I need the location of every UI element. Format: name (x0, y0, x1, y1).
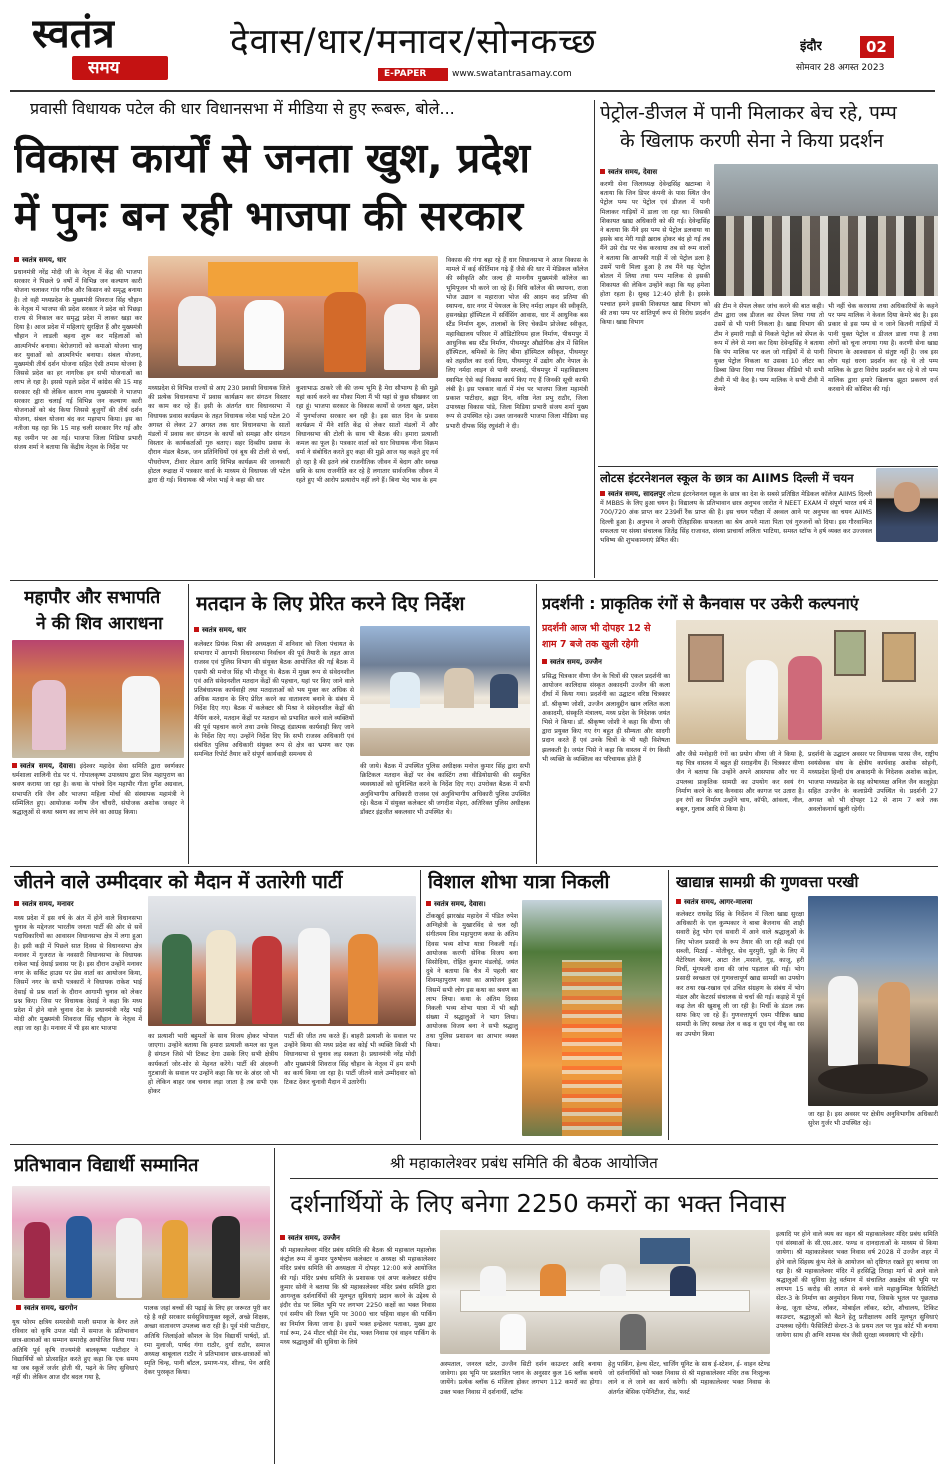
lead-headline-line1: विकास कार्यों से जनता खुश, प्रदेश (14, 134, 530, 182)
mahapaur-headline-line1: महापौर और सभापति (24, 588, 161, 608)
petrol-byline: स्वतंत्र समय, देवास (600, 168, 657, 177)
pratibha-byline: स्वतंत्र समय, खरगोन (16, 1304, 77, 1313)
pradarshani-sub-line2: शाम 7 बजे तक खुली रहेगी (542, 639, 639, 650)
photo-crowd (714, 216, 938, 296)
pradarshani-photo (676, 620, 938, 744)
jeetne-headline: जीतने वाले उम्मीदवार को मैदान में उतारेगी पार्टी (14, 871, 343, 893)
section-rule (10, 580, 938, 581)
photo-road (562, 960, 622, 1136)
photo-person (252, 936, 282, 1024)
photo-person (348, 934, 378, 1024)
column-divider (536, 584, 537, 864)
pradarshani-col3: प्रदर्शनी के उद्घाटन अवसर पर विधायक पारस जैन, राष्ट्रीय स्वयंसेवक संघ के क्षेत्रीय कार्यवाह अशोक सोहनी, मध्यप्रदेश हिन्दी ग्रंथ अकादमी के निदेशक अशोक कड़ेल, भाजपा मध्यप्रदेश के सह कोषाध्यक्ष अनिल जैन कालूहेड़ा सहित उज्जैन के कलाप्रेमी उपस्थित थे। प्रदर्शनी 27 अगस्त को भी दोपहर 12 से शाम 7 बजे तक अवलोकनार्थ खुली रहेगी। (808, 751, 938, 814)
photo-person (66, 1216, 92, 1298)
column-divider (420, 870, 421, 1140)
lead-col2: मध्यप्रदेश से विभिन्न राज्यों से आए 230 प्रवासी विधायक जिले की प्रत्येक विधानसभा में प्रवास कार्यक्रम कर संगठन विस्तार का काम कर रहे हैं। इसी के अंतर्गत धार विधानसभा में विधायक प्रवास कार्यक्रम के तहत विधायक नरेश भाई पटेल 20 अगस्त से लेकर 27 अगस्त तक धार विधानसभा के सातों मंडलों में प्रवास कर संगठन के कार्यों को समझा और संगठन विस्तार के कार्यकर्ताओं गुरु बताए। सहर दिव्सीय प्रवास के दौरान मंडल बैठक, जन प्रतिनिधियों एवं बूथ की टोली से चर्चा, पौधरोपण, टीवार लेडान आदि विभिन्न कार्यक्रम की जानकारी होटल रूद्राक्ष में पत्रकार वार्ता के माध्यम से विधायक जी पटेल द्वारा दी गई। विधायक श्री नरेश भाई ने कहा की धार (148, 385, 290, 485)
logo-bar (72, 56, 168, 80)
aiims-headline: लोटस इंटरनेशनल स्कूल के छात्र का AIIMS दिल्ली में चयन (600, 471, 854, 485)
photo-person (390, 672, 420, 708)
khadyann-byline: स्वतंत्र समय, आगर-मालवा (676, 898, 752, 907)
photo-person (24, 1222, 50, 1298)
mahakal-photo (440, 1230, 770, 1354)
photo-person (212, 1216, 240, 1298)
column-divider (274, 1148, 275, 1464)
photo-person (746, 660, 778, 740)
aiims-body (600, 490, 872, 574)
epaper-label: E-PAPER (384, 69, 427, 79)
date: सोमवार 28 अगस्त 2023 (796, 63, 885, 73)
photo-person (670, 1266, 696, 1296)
column-divider (668, 870, 669, 1140)
mahakal-kicker: श्री महाकालेश्वर प्रबंध समिति की बैठक आयोजित (390, 1154, 658, 1172)
shobha-headline: विशाल शोभा यात्रा निकली (428, 871, 610, 893)
shobha-body: टोंकखुर्द झारखंड महादेव में पंडित रुपेश अग्निहोत्री के मुखारविंद से चल रही संगीतमय शिव महापुराण कथा के अंतिम दिवस भव्य शोभा यात्रा निकली गई। आयोजक करणी सेनिक विजय बना सिसोदिया, रोहित कुमार मंडलोई, जयंत दुबे ने बताया कि चैत्र में पहली बार शिवमहापुराण कथा का आयोजन हुआ जिसमें सभी लोग इस कथा का श्रवण का लाभ लिया। कथा के अंतिम दिवस निकली भव्य शोभा यात्रा में भी बड़ी संख्या में श्रद्धालुओं ने भाग लिया। आयोजक विजय बना ने सभी श्रद्धालु तथा पुलिस प्रशासन का आभार व्यक्त किया। (426, 913, 518, 1049)
pradarshani-headline: प्रदर्शनी : प्राकृतिक रंगों से कैनवास पर उकेरी कल्पनाएं (542, 594, 859, 613)
photo-person (244, 300, 284, 370)
mahapaur-byline: स्वतंत्र समय, देवास। (12, 762, 76, 770)
jeetne-byline: स्वतंत्र समय, मनावर (14, 900, 74, 909)
logo-top: स्वतंत्र (32, 12, 115, 56)
mahakal-col2: अस्पताल, जनरल स्टोर, उज्जैन सिटी दर्शन काउन्टर आदि बनाया जावेगा। इस भूमि पर प्रस्तावित प्लान के अनुसार कुल 16 ब्लॉक बनाये जायेंगे। प्रत्येक ब्लॉक 6 मंजिला होकर लगभग 112 कमरों का होगा। उक्त भक्त निवास में दर्शनार्थी, स्टॉफ (440, 1361, 602, 1396)
section-rule (10, 1144, 938, 1145)
photo-person (788, 656, 822, 740)
photo-person (500, 1314, 526, 1350)
photo-painting (834, 630, 866, 676)
logo-bottom: समय (88, 58, 120, 78)
photo-person (540, 1264, 566, 1296)
aiims-text: लोटस इंटरनेशनल स्कूल के छात्र का देश के सबसे प्रतिष्ठित मेडिकल कॉलेज AIIMS दिल्ली में MBBS के लिए हुआ चयन है। विद्यालय के प्रतिभावान छात्र अनुभव जारोत ने NEET EXAM में संपूर्ण भारत वर्ष में 700/720 अंक प्राप्त कर 239वीं रैंक प्राप्त की है। इस चयन परीक्षा में अव्वल आने पर अनुभव का चयन AIIMS दिल्ली हुआ है। अनुभव ने अपनी ऐतिहासिक सफलता का श्रेय अपने माता पिता एवं गुरुजनों को दिया। इस गौरवान्वित सफलता पर संस्था संचालक जितेंद्र सिंह राजावत, संस्था प्राचार्या ललिता भाटिया, समस्त स्टॉफ ने हर्ष व्यक्त कर उज्जवल भविष्य की शुभकामनाएं प्रेषित की। (600, 491, 872, 545)
khadyann-col2: जा रहा है। इस अवसर पर क्षेत्रीय अनुविभागीय अधिकारी सुरेश गुर्जर भी उपस्थित रहे। (808, 1111, 938, 1128)
column-divider (188, 584, 189, 864)
pratibha-headline: प्रतिभावान विद्यार्थी सम्मानित (14, 1155, 199, 1176)
jeetne-col3: पार्टी की जीत तय करते हैं। बाहरी प्रत्याशी के सवाल पर उन्होंने किया की मध्य प्रदेश का कोई भी व्यक्ति किसी भी विधानसभा से चुनाव लड़ सकता है। प्रधानमंत्री नरेंद्र मोदी और मुख्यमंत्री शिवराज सिंह चौहान के नेतृत्व में हम सभी का कार्य किया जा रहा है। पार्टी जीतने वाले उम्मीदवार को टिकट देकर चुनावी मैदान में उतारेगी। (284, 1033, 416, 1087)
matdan-byline: स्वतंत्र समय, धार (194, 626, 246, 635)
pradarshani-sub-line1: प्रदर्शनी आज भी दोपहर 12 से (542, 623, 651, 634)
petrol-headline-line1: पेट्रोल-डीजल में पानी मिलाकर बेच रहे, पम्प (600, 102, 897, 124)
jeetne-photo (148, 896, 416, 1026)
pradarshani-col2: और जैसे मनोहारी रंगों का प्रयोग वीणा जी ने किया है, यह चित्र वास्तव में बहुत ही सराहनीय हैं। चित्रकार वीणा जैन ने बताया कि उन्होंने अपने आसपास और घर में उपलब्ध प्राकृतिक सामग्री का उपयोग कर स्वयं रंग निर्माण करने के बाद कैनवास और कागज पर उतारा है। इन रंगों का निर्माण उन्होंने चाय, कॉफी, आंवला, नील, बबूल, गुलाब आदि से किया है। (676, 751, 804, 814)
matdan-col1: कलेक्टर प्रियंक मिश्रा की अध्यक्षता में शनिवार को जिला पंचायत के सभागार में आगामी विधानसभा निर्वाचन की पूर्व तैयारी के तहत आज राजस्व एवं पुलिस विभाग की संयुक्त बैठक आयोजित की गई बैठक में एसपी श्री मनोज सिंह भी मौजूद थे। बैठक में मुख्य रूप से संवेदनशील एवं अति संवेदनशील मतदान केंद्रों की पहचान, यहां पर किए जाने वाले प्रतिबंधात्मक कार्यवाही तथा मतदाताओं को भय मुक्त कर अधिक से अधिक मतदान के लिए प्रेरित करने का वातावरण बनाने के संबंध में निर्देश दिए गए। बैठक में कलेक्टर श्री मिश्रा ने संवेदनशील केंद्रों की मैपिंग करने, मतदान केंद्रों पर मतदान को प्रभावित करने वाले व्यक्तियों की पूर्व पहचान करने तथा उनके विरुद्ध दंडात्मक कार्यवाही किए जाने के निर्देश दिए गए। उन्होंने निर्देश दिए कि सभी राजस्व अधिकारी एवं संबंधित पुलिस अधिकारी संयुक्त रूप से क्षेत्र का भ्रमण कर एक समन्वित रिपोर्ट तैयार करें संपूर्ण कार्यवाही समन्वय से (194, 641, 354, 759)
mahakal-headline: दर्शनार्थियों के लिए बनेगा 2250 कमरों का भक्त निवास (290, 1189, 786, 1218)
aiims-rule (598, 466, 938, 467)
mahakal-col3: हेतु पार्किंग, हेल्थ सेंटर, चार्जिंग यूनिट के साथ ई-स्टेशन, ई- वाहन स्टेण्ड जो दर्शनार्थियों को भक्त निवास से श्री महाकालेश्वर मंदिर तक निःशुल्क लाने व ले जाने का कार्य करेगी। श्री महाकालेश्वर भक्त निवास के अंतर्गत बेसिक एमेनिटीज, रोड, फर्स्ट (608, 1361, 770, 1396)
shobha-byline: स्वतंत्र समय, देवास। (426, 900, 486, 909)
lead-kicker: प्रवासी विधायक पटेल की धार विधानसभा में मीडिया से हुए रूबरू, बोले... (30, 99, 455, 118)
photo-person (122, 676, 160, 752)
petrol-photo (714, 164, 938, 296)
pratibha-col1: यूथ फोरम क्षत्रिय समरसेवी माली समाज के बैनर तले रविवार को कृषि उपज मंडी में समाज के प्रतिभावान छात्र-छात्राओं का सम्मान समारोह आयोजित किया गया। अतिथि पूर्व कृषि राज्यमंत्री बालकृष्ण पाटीदार ने विद्यार्थियों को प्रोत्साहित करते हुए कहा कि एक समय था जब स्कूलें जर्जर होती थी, पढ़ने के लिए सुविधाएं नहीं थी। लेकिन आज दौर बदल गया है, (12, 1319, 138, 1382)
photo-painting (688, 634, 724, 682)
photo-person (444, 668, 474, 708)
masthead-rule (10, 90, 935, 92)
aiims-photo (876, 468, 938, 542)
page-no: 02 (866, 38, 887, 56)
photo-person (480, 1266, 506, 1296)
khadyann-headline: खाद्यान्न सामग्री की गुणवत्ता परखी (676, 873, 859, 891)
pradarshani-byline: स्वतंत्र समय, उज्जैन (542, 658, 602, 667)
photo-person (162, 1220, 188, 1298)
photo-person (878, 982, 910, 1066)
petrol-col1: करणी सेना जिलाध्यक्ष देवेन्द्रसिंह खटाम्बा ने बताया कि जिन डिपर कंपनी के पास स्थित जैन पेट्रोल पम्प पर पेट्रोल एवं डीजल में पानी मिलाकर गाड़ियों में डाला जा रहा था। जिसकी शिकायत खाद्य अधिकारी को की गई। देवेन्द्रसिंह ने बताया कि मैंने इस पम्प से पेट्रोल डलवाया था इसके बाद मेरी गाड़ी ख़राब होकर बंद हो गई तब मैंने उसे रोड पर चेक करवाया तब सो रूम वालों ने बताया कि आपकी गाड़ी में जो पेट्रोल डला है उसमें पानी मिला हुआ है तब मैंने यह पेट्रोल बोतल में लिया तथा पम्प मालिक से इसकी शिकायत की लेकिन उन्होंने कहा कि यह हमेशा होता रहता है। सुबह 12:40 होती है। इसके पश्चात हमने इसकी शिकायत खाद्य विभाग को की तथा पम्प पर शांतिपूर्ण रूप से विरोध प्रदर्शन किया। खाद्य विभाग (600, 181, 710, 327)
lead-col1: प्रधानमंत्री नरेंद्र मोदी जी के नेतृत्व में केंद्र की भाजपा सरकार ने पिछले 9 वर्षों में विभिन्न जन कल्याण कारी योजना चलाकर गांव गरीब और किसान को समृद्ध बनाया है। तो वही मध्यप्रदेश के मुख्यमंत्री शिवराज सिंह चौहान के नेतृत्व में भाजपा की प्रदेश सरकार ने प्रदेश को पिछड़ा राज्य से निकाल कर समृद्ध प्रदेश में लाकर खड़ा कर दिया है। आज प्रदेश में महिलाएं सुरक्षित हैं और मुख्यमंत्री चौहान ने लाडली बहना शुरू कर महिलाओं को आत्मनिर्भर बनाया। बेरोजगारों को कमाओ योजना चालू कर युवाओं को आत्मनिर्भर बनाया। संबल योजना, मुख्यमंत्री तीर्थ दर्शन योजना सहित ऐसी तमाम योजना है जिससे प्रदेश का हर नागरिक इन सभी योजनाओं का लाभ ले रहा है। इससे पहले प्रदेश में कांग्रेस की 15 माह सरकार रही थी लेकिन कारण नाथ मुख्यमंत्री ने भाजपा सरकार द्वारा चलाई गई विभिन्न जन कल्याण कारी योजनाओं को बंद किया जिससे बुजुर्गों की तीर्थ दर्शन योजना, संबल योजना बंद कर महापाप किया। इस का नतीजा यह रहा कि 15 माह चली सरकार गिर गई और यह जमीन पर आ गई। भाजपा जिला मिडिया प्रभारी संजय शर्मा ने बताया कि केंद्रीय नेतृत्व के निर्देश पर (14, 269, 142, 451)
mahapaur-photo (12, 640, 184, 758)
mahakal-rule (290, 1178, 938, 1179)
photo-person (324, 292, 366, 372)
lead-headline-line2: में पुनः बन रही भाजपा की सरकार (14, 192, 524, 240)
photo-person (620, 1314, 646, 1350)
photo-person (162, 934, 192, 1024)
khadyann-photo (808, 896, 938, 1106)
photo-person (206, 930, 236, 1024)
aiims-byline: स्वतंत्र समय, सादलपुर (600, 490, 665, 498)
website[interactable]: www.swatantrasamay.com (452, 69, 572, 79)
photo-pot (818, 1064, 928, 1094)
petrol-col3: भी नहीं चेक करवाया तथा अधिकारियों के कहने पर पम्प मालिक ने केवल दिया केमरे बंद है। इस प्रकार से इस पम्प से न जाने कितनी गाड़ियों में पानी युक्त पेट्रोल व डीजल डाला गया है तथा लोगों को चूना लगाया गया है। करणी सेना खाद्य विभाग के आश्वासन से संतुष्ट नहीं है। जब इस लोग यहां धरना प्रदर्शन कर रहे थे तो पम्प मालिक के द्वारा विरोध प्रदर्शन कर रहे थे तो पम्प मालिक द्वारा हमारे खिलाफ झूठा प्रकरण दर्ज करवाने की कोशिश की गई। (828, 303, 938, 393)
matdan-col2: की जाये। बैठक में उपस्थित पुलिस अधीक्षक मनोज कुमार सिंह द्वारा सभी क्रिटिकल मतदान केंद्रों पर वेब कास्टिंग तथा वीडियोग्राफी की समुचित व्यवस्थाओं को सुनिश्चित करने के निर्देश दिए गए। उपरोक्त बैठक में सभी अनुविभागीय अधिकारी राजस्व एवं अनुविभागीय अधिकारी पुलिस उपस्थित रहे। बैठक में संयुक्त कलेक्टर श्री जगदीश मेहरा, अतिरिक्त पुलिस अधीक्षक डॉक्टर इंद्रजीत बकलवार भी उपस्थित थे। (360, 763, 530, 817)
photo-person (32, 680, 66, 750)
mahapaur-body (12, 762, 184, 864)
lead-col3: कुशाभाऊ ठाकरे जी की जन्म भूमि है मेरा सौभाग्य है की मुझे यहां कार्य करने का मौका मिला मैं भी यहां से कुछ सीखकर जा रहा हूं। भाजपा सरकार के विकास कार्यों से जनता खुश, प्रदेश में पुनर्भाजपा सरकार बन रही है। इस सात दिन के प्रवास कार्यक्रम में मैंने शांति केंद्र से लेकर सातों मंडलों में और विधानसभा की टोली के साथ भी बैठक की। हमारा प्रत्याशी कमल का फूल है। पत्रकार वार्ता को धार विधायक नीना विक्रम वर्मा ने संबोधित करते हुए कहा की मुझे आज यह कहते हुए गर्व हो रहा है की इतने लंबे राजनीतिक जीवन में बेदाग और स्वच्छ छवि के साथ राजनीति कर रहे है लगातार सार्वजनिक जीवन में रहते हुए भी आरोप प्रत्यारोप नहीं लगे हैं। बिना भेद भाव के हम (296, 385, 438, 485)
matdan-photo (360, 626, 530, 756)
city: इंदौर (800, 39, 822, 54)
photo-person (600, 1264, 626, 1296)
matdan-headline: मतदान के लिए प्रेरित करने दिए निर्देश (196, 592, 465, 615)
jeetne-col2: का प्रत्याशी भारी बहुमतों के साथ विजय होकर भोपाल जाएगा। उन्होंने बताया कि हमारा प्रत्याशी कमल का फूल है संगठन जिसे भी टिकट देगा उसके लिए सभी क्षेत्रीय कार्यकर्ता जोर-शोर से मेहनत करेंगे। पार्टी की अंदरूनी गुटबाजी के सवाल पर उन्होंने कहा कि घर के अंदर जो भी हो लेकिन बाहर जब चनाव लड़ा जाता है तब सभी एक होकर (148, 1033, 278, 1096)
column-divider (594, 100, 595, 578)
photo-banner (208, 262, 358, 296)
pratibha-col2: पालक जहां बच्चों की पढ़ाई के लिए हर जरूरत पूरी कर रहे है वही सरकार सर्वसुविधायुक्त स्कूलें, अच्छे शिक्षक, अच्छा वातावरण उपलब्ध करा रही है। पूर्व मंत्री पाटीदार, अतिथि जिलाईओ कौशल के दिव विद्यार्थी पार्षदों, डॉ. रमा मुलाजी, पार्षद गंगा राठौर, दुर्गा राठौर, समाज अध्यक्ष बाबूलाल राठौर ने प्रतिभावान छात्र-छात्राओं को स्मृति चिन्ह, पानी बॉटल, प्रमाण-पत्र, शील्ड, पेन आदि देकर पुरस्कृत किया। (144, 1305, 270, 1377)
mahakal-col1: श्री महाकालेश्वर मंदिर प्रबंध समिति की बैठक श्री महाकाल महालोक कंट्रोल रूम में कुमार पुरुषोत्तम कलेक्टर व अध्यक्ष श्री महाकालेश्वर मंदिर प्रबंध समिति की अध्यक्षता में दोपहर 12:00 बजे आयोजित की गई। मंदिर प्रबंध समिति के प्रशासक एवं अपर कलेक्टर संदीप कुमार सोनी ने बताया कि श्री महाकालेश्वर मंदिर प्रबंध समिति द्वारा आगन्तुक दर्शनार्थियों की मूलभूत सुविधाएं प्रदान करने के उद्देश्य से इंदौर रोड पर स्थित भूमि पर लगभग 2250 कक्षों का भक्त निवास एवं समीप की रिक्त भूमि पर 3000 चार पहिया वाहन की पार्किंग का निर्माण किया जाना है। इसमें भक्त इन्द्रेश्वर पताका, मुख्य द्वार गार्ड रूम, 24 मीटर चौड़ी मेन रोड, भक्त निवास एवं वाहन पार्किंग के मध्य श्रद्धालुओं की सुविधा के लिये (280, 1247, 436, 1347)
photo-person (178, 296, 216, 366)
lead-col4: विकास की गंगा बहा रहे हैं धार विधानसभा ने आज विकास के मामले में कई कीर्तिमान गढ़े हैं जैसे की धार में मेडिकल कॉलेज की स्वीकृति और जल्द ही माननीय मुख्यमंत्री कॉलेज का भूमिपूजन भी करने जा रहे हैं। विधि कॉलेज की स्थापना, राजा भोज उद्यान व महाराजा भोज की आदम कद प्रतिमा की स्थापना, धार नगर में पेयजल के लिए नर्मदा लाइन की स्वीकृति, हसनखेड़ा हॉस्पिटल में सर्विसिंग आवास, धार में आधुनिक बस स्टैंड निर्माण शुरू, तालाबों के लिए चेकडैम प्रोजेक्ट स्वीकृत, महाविद्यालय परिसर में ऑडिटोरियम हाल निर्माण, पीथमपुर में आधुनिक बस स्टैंड निर्माण, पीथमपुर औद्योगिक क्षेत्र में सिविल हॉस्पिटल, बमिकों के लिए बीमा हॉस्पिटल स्वीकृत, पीथमपुर को तहसील का दर्जा दिया, पीथमपुर में उद्योग और नेपाल के लिए नर्मदा लाइन से पानी सप्लाई, पीथमपुर में महाविद्यालय स्थापित ऐसे कई विकास कार्य किए गए हैं जिनकी सूची काफी लंबी है। इस पत्रकार वार्ता में मंच पर भाजपा जिला महामंत्री प्रकाश पाटीदार, ब्रह्मा दिन, वरिष्ठ नेता प्रभु राठौर, जिला उपाध्यक्ष विकास पांडे, जिला मिडिया प्रभारी संजय शर्मा मुख्य रूप से उपस्थित रहे। उक्त जानकारी भाजपा जिला मीडिया सह प्रभारी दीपक सिंह रघुवंशी ने दी। (446, 257, 588, 430)
jeetne-col1: मध्य प्रदेश में इस वर्ष के अंत में होने वाले विधानसभा चुनाव के मद्देनजर भारतीय जनता पार्टी की ओर से सर्वे पदाधिकारियों का आवासन विधानसभा क्षेत्र में लगा हुआ है। इसी कड़ी में पिछले सात दिवस से विधानसभा क्षेत्र मनावर में गुजरात के नवसारी विधानसभा के विधायक राकेश भाई देसाई प्रवास पर है। इस दौरान उन्होंने मनावर नगर के सर्किट हाउस पर प्रेस वार्ता का आयोजन किया, जिसमें नगर के सभी पत्रकारों ने विधायक राकेश भाई देसाई से प्रश्न वार्ता के दौरान आगामी चुनाव को लेकर प्रश्न किए। जिस पर विधायक देसाई ने कहा कि मध्य प्रदेश में होने वाले चुनाव देश के प्रधानमंत्री नरेंद्र भाई मोदी और मुख्यमंत्री शिवराज सिंह चौहान के नेतृत्व में लड़ा जा रहा है। मनावर में भी इस बार भाजपा (14, 915, 142, 1033)
pratibha-photo (12, 1186, 270, 1300)
photo-screen (640, 1238, 690, 1264)
masthead (0, 0, 945, 95)
lead-photo (148, 256, 438, 378)
mahakal-byline: स्वतंत्र समय, उज्जैन (280, 1234, 340, 1243)
photo-person (116, 1218, 142, 1298)
petrol-headline-line2: के खिलाफ करणी सेना ने किया प्रदर्शन (620, 130, 884, 152)
photo-face (894, 482, 920, 512)
photo-painting (882, 632, 916, 682)
photo-person (384, 304, 420, 370)
mahakal-col4: इत्यादि पर होने वाले व्यय का वहन श्री महाकालेश्वर मंदिर प्रबंध समिति एवं संस्थाओं के सी.एस.आर. फण्ड व दानदाताओं के माध्यम से किया जायेगा। श्री महाकालेश्वर भक्त निवास वर्ष 2028 में उज्जैन शहर में होने वाले सिंहस्थ कुंभ मेले के आयोजन को दृष्टिगत रखते हुए बनाया जा रहा है। श्री महाकालेश्वर मंदिर में हरसिद्धि तिराहा मार्ग से आने वाले श्रद्धालुओं की सुविधा हेतु वर्तमान में संचालित अन्नक्षेत्र की भूमि पर लगभग 15 करोड़ की लागत से बनने वाले महाकुम्भिल फैसिलिटी सेंटर-3 के निर्माण का अनुमोदन किया गया, जिसके भूतल पर पूछताछ केन्द्र, जूता स्टेण्ड, लॉकर, मोबाईल लॉकर, स्टोर, शौचालय, टिकिट काउन्टर, श्रद्धालुओं को बैठने हेतु प्रतीक्षालय आदि मूलभूत सुविधाएं उपलब्ध रहेंगी। फैसिलिटी सेन्टर-3 के प्रथम तल पर फूड कोर्ट भी बनाया जायेगा साथ ही अग्नि शामक यंत्र जैसी सुरक्षा व्यवस्थाएं भी रहेंगी। (776, 1231, 938, 1340)
shobha-photo (522, 900, 662, 1136)
photo-person (490, 674, 518, 708)
lead-byline: स्वतंत्र समय, धार (14, 256, 66, 265)
pradarshani-col1: प्रसिद्ध चित्रकार वीणा जैन के चित्रों की एकल प्रदर्शनी का आयोजन कालिदास संस्कृत अकादमी उज्जैन की कला दीर्घा में किया गया। प्रदर्शनी का उद्घाटन वरिष्ठ चित्रकार डॉ. श्रीकृष्ण जोशी, उज्जैन अलावुद्दीन खान ललित कला अकादमी, संस्कृति मंत्रालय, मध्य प्रदेश के निदेशक जयंत भिसे ने किया। डॉ. श्रीकृष्ण जोशी ने कहा कि वीणा जी द्वारा प्रयुक्त किए गए रंग बहुत ही सौम्यता और सादगी प्रदान करते हैं एवं उनके चित्रों के भी यही विशेषता झलकती है। जयंत भिसे ने कहा कि वास्तव में रंग किसी भी व्यक्ति के व्यक्तित्व का परिचायक होते हैं (542, 673, 670, 763)
section-rule (10, 866, 938, 867)
petrol-col2: की टीम ने सेंपल लेकर जांच करने की बात कही। टीम द्वारा जब डीजल का सेंपल लिया गया तो उसमें से भी पानी निकला है। खाद्य विभाग की टीम ने हमारी गाड़ी से निकले पेट्रोल को सेंपल के रूप में लेने से मना कर दिया देवेन्द्रसिंह ने बताया कि पंप मालिक पर कल जो गाड़ियों में से पानी युक्त पेट्रोल निकला था उसका 10 लीटर का डिब्बा छिपा दिया गया जिसका वीडियो भी सभी टीवी में भी कैद है। पम्प मालिक ने सभी टीवी में केमरे (714, 303, 824, 393)
photo-person (828, 976, 858, 1066)
photo-person (298, 928, 330, 1024)
mahapaur-text: इंदेश्वर महादेव सेवा समिति द्वारा स्वर्णकार धर्मशाला शालिनी रोड पर पं. गोपालकृष्ण उपाध्याय द्वारा शिव महापुराण का श्रवण कराया जा रहा है। कथा के पांचवे दिन महापौर गीता दुर्गेश अग्रवाल, सभापति रवि जैन और भाजपा महिला मोर्चा की संस्थापक महामंत्री ने सम्मिलित हुए। आयोजक मनीष जैन चौधरी, संयोजक अशोक जवहर ने श्रद्धालुओं से कथा श्रवण का लाभ लेने का आग्रह किया। (12, 763, 184, 817)
edition-title: देवास/धार/मनावर/सोनकच्छ (230, 22, 597, 62)
khadyann-col1: कलेक्टर राघवेंद्र सिंह के निर्देशन में जिला खाद्य सुरक्षा अधिकारी के एल कुम्भकार ने बाबा बैजनाथ की शाही सवारी हेतु भोग एवं सवारी में आने वाले श्रद्धालुओं के लिए भोजन प्रसादी के रूप तैयार की जा रही कढ़ी एवं सब्जी, मिठाई - मोतीचूर, सेव मुरमुरी, पूड़ी के लिए में मैटेरियल बेसन, आटा तेल ,मसाले, गुड़, काजू, हरी मिर्ची, मूंगफली दाना की जांच पड़ताल की गई। भोग प्रसादी स्वच्छता एवं गुणवत्तापूर्ण खाद्य सामग्री का उपयोग कर तथा रख-रखाव एवं उचित संग्रहण के संबंध में भोग मंडल और केटरर्स संचालक से चर्चा की गई। कड़ाहे में पूर्व कढ़ तेल की खुशबू ली जा रही है। मिर्ची के डंठल तक साफ किए जा रहे हैं। गुणवत्तापूर्ण एवम पौष्टिक खाद्य सामग्री के लिए स्वच्छ तेल व कढ़ व दूध एवं नीबू का रस का उपयोग किया (676, 911, 804, 1038)
mahapaur-headline-line2: ने की शिव आराधना (36, 614, 163, 634)
logo (28, 10, 178, 85)
